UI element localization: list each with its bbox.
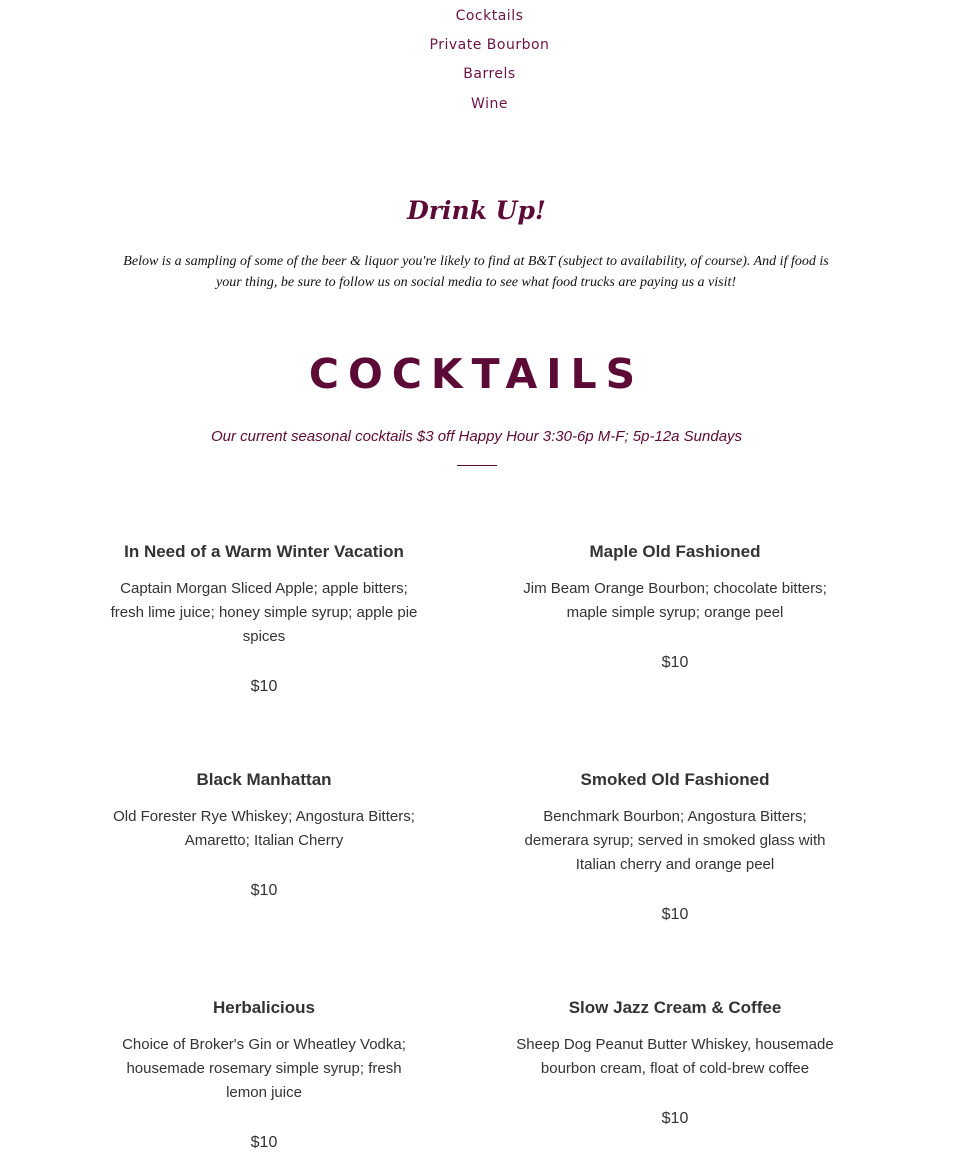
cocktail-description: Jim Beam Orange Bourbon; chocolate bitters; maple simple syrup; orange peel: [523, 580, 827, 621]
drink-up-intro: Below is a sampling of some of the beer & liquor you're likely to find at B&T (subject to availability, of course). And if food is your thing, be sure to follow us on social media to see what food trucks are paying us a visit!: [123, 254, 829, 290]
cocktail-name: Smoked Old Fashioned: [580, 770, 770, 789]
cocktail-price: $10: [250, 1134, 278, 1151]
drink-up-heading: Drink Up!: [407, 196, 546, 225]
cocktails-heading: COCKTAILS: [308, 350, 645, 398]
cocktail-description: Benchmark Bourbon; Angostura Bitters; demerara syrup; served in smoked glass with Italian cherry and orange peel: [524, 808, 826, 873]
cocktails-subtitle: Our current seasonal cocktails $3 off Happy Hour 3:30-6p M-F; 5p-12a Sundays: [210, 428, 743, 445]
cocktail-description: Choice of Broker's Gin or Wheatley Vodka; housemade rosemary simple syrup; fresh lemon juice: [122, 1036, 406, 1101]
nav-item-private-bourbon[interactable]: Private Bourbon: [429, 37, 550, 53]
cocktail-description: Old Forester Rye Whiskey; Angostura Bitters; Amaretto; Italian Cherry: [113, 808, 415, 849]
cocktail-item: [104, 540, 424, 699]
cocktail-item: [515, 768, 835, 927]
section-divider: [457, 465, 497, 466]
cocktail-name: In Need of a Warm Winter Vacation: [124, 542, 404, 561]
cocktail-price: $10: [661, 906, 689, 923]
menu-nav: [0, 6, 965, 123]
cocktail-name: Black Manhattan: [196, 770, 332, 789]
cocktail-item: [104, 996, 424, 1155]
cocktail-name: Herbalicious: [212, 998, 316, 1017]
cocktail-price: $10: [661, 654, 689, 671]
cocktail-item: [515, 540, 835, 675]
cocktail-description: Captain Morgan Sliced Apple; apple bitters; fresh lime juice; honey simple syrup; apple pie spices: [110, 580, 418, 645]
cocktail-description: Sheep Dog Peanut Butter Whiskey, housemade bourbon cream, float of cold-brew coffee: [516, 1036, 834, 1077]
nav-item-barrels[interactable]: Barrels: [463, 66, 516, 82]
cocktail-name: Maple Old Fashioned: [589, 542, 761, 561]
cocktail-item: [104, 768, 424, 903]
nav-item-wine[interactable]: Wine: [471, 96, 508, 112]
cocktail-item: [515, 996, 835, 1131]
cocktail-price: $10: [250, 882, 278, 899]
nav-item-cocktails[interactable]: Cocktails: [455, 8, 524, 24]
cocktail-price: $10: [661, 1110, 689, 1127]
cocktail-price: $10: [250, 678, 278, 695]
cocktail-name: Slow Jazz Cream & Coffee: [568, 998, 782, 1017]
